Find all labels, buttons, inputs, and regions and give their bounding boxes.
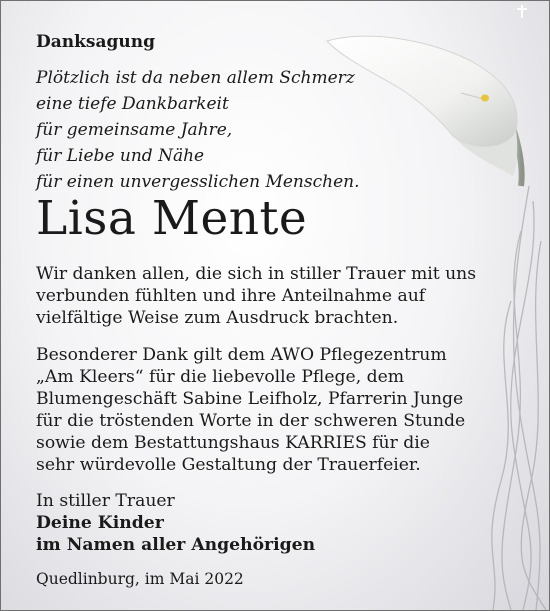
thanks-paragraph-1	[36, 263, 476, 329]
paragraph-line: für die tröstenden Worte in der schweren Stunde	[36, 411, 466, 431]
paragraph-line: Blumengeschäft Sabine Leifholz, Pfarrerin Junge	[36, 389, 464, 409]
poem-line: für einen unvergesslichen Menschen.	[36, 172, 360, 192]
paragraph-line: sehr würdevolle Gestaltung der Trauerfeier.	[36, 455, 421, 475]
poem-line: für Liebe und Nähe	[36, 146, 205, 166]
deceased-name: Lisa Mente	[36, 191, 308, 246]
poem	[36, 65, 360, 195]
closing-line: In stiller Trauer	[36, 491, 175, 511]
cross-icon	[517, 5, 527, 18]
signature-block	[36, 490, 315, 556]
poem-line: für gemeinsame Jahre,	[36, 120, 233, 140]
signature-line: im Namen aller Angehörigen	[36, 535, 316, 555]
stem-lines	[492, 186, 546, 610]
lily-spadix	[481, 95, 489, 102]
paragraph-line: vielfältige Weise zum Ausdruck brachten.	[36, 308, 399, 328]
paragraph-line: verbunden fühlten und ihre Anteilnahme auf	[36, 286, 426, 306]
paragraph-line: Besonderer Dank gilt dem AWO Pflegezentrum	[36, 345, 447, 365]
place-date: Quedlinburg, im Mai 2022	[36, 570, 244, 588]
poem-line: Plötzlich ist da neben allem Schmerz	[36, 68, 355, 88]
signature-line: Deine Kinder	[36, 513, 164, 533]
paragraph-line: „Am Kleers“ für die liebevolle Pflege, dem	[36, 367, 405, 387]
paragraph-line: sowie dem Bestattungshaus KARRIES für die	[36, 433, 430, 453]
thanks-paragraph-2	[36, 344, 465, 476]
paragraph-line: Wir danken allen, die sich in stiller Trauer mit uns	[36, 264, 477, 284]
poem-line: eine tiefe Dankbarkeit	[36, 94, 229, 114]
notice-heading: Danksagung	[36, 32, 155, 52]
